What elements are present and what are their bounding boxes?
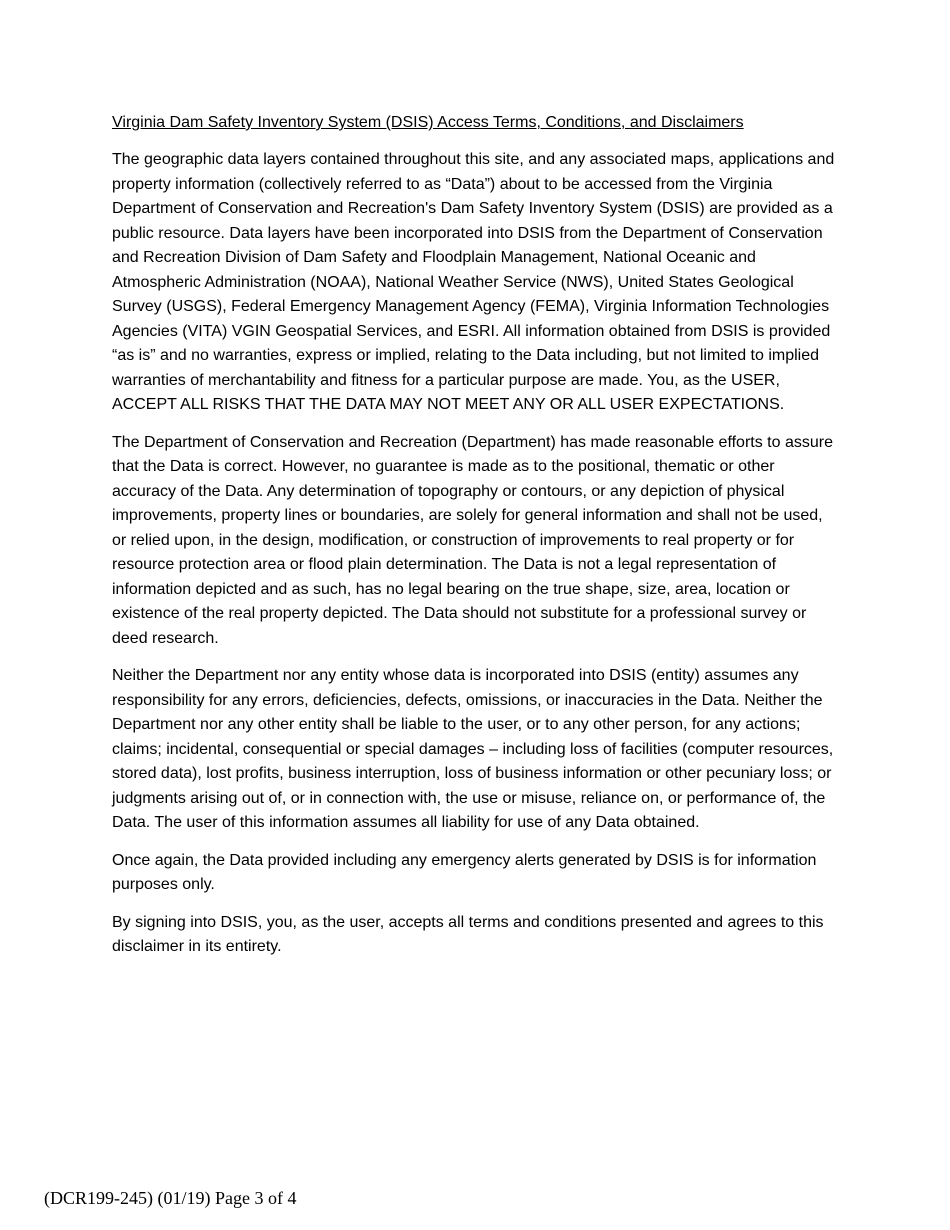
disclaimer-paragraph-accuracy: The Department of Conservation and Recreation (Department) has made reasonable efforts to assure that the Data is correct. However, no guarantee is made as to the positional, thematic or other accuracy of the Data. Any determination of topography or contours, or any depiction of physical improvements, property lines or boundaries, are solely for general information and shall not be used, or relied upon, in the design, modification, or construction of improvements to real property or for resource protection area or flood plain determination. The Data is not a legal representation of information depicted and as such, has no legal bearing on the true shape, size, area, location or existence of the real property depicted. The Data should not substitute for a professional survey or deed research.	[112, 433, 833, 647]
page-footer: (DCR199-245) (01/19) Page 3 of 4	[44, 1188, 297, 1208]
disclaimer-paragraph-acceptance: By signing into DSIS, you, as the user, accepts all terms and conditions presented and agrees to this disclaimer in its entirety.	[112, 913, 824, 955]
document-body	[112, 112, 840, 973]
disclaimer-paragraph-data-sources: The geographic data layers contained throughout this site, and any associated maps, applications and property information (collectively referred to as “Data”) about to be accessed from the Virginia Department of Conservation and Recreation's Dam Safety Inventory System (DSIS) are provided as a public resource. Data layers have been incorporated into DSIS from the Department of Conservation and Recreation Division of Dam Safety and Floodplain Management, National Oceanic and Atmospheric Administration (NOAA), National Weather Service (NWS), United States Geological Survey (USGS), Federal Emergency Management Agency (FEMA), Virginia Information Technologies Agencies (VITA) VGIN Geospatial Services, and ESRI. All information obtained from DSIS is provided “as is” and no warranties, express or implied, relating to the Data including, but not limited to implied warranties of merchantability and fitness for a particular purpose are made. You, as the USER, ACCEPT ALL RISKS THAT THE DATA MAY NOT MEET ANY OR ALL USER EXPECTATIONS.	[112, 151, 835, 413]
disclaimer-paragraph-information-purposes: Once again, the Data provided including any emergency alerts generated by DSIS is for information purposes only.	[112, 851, 817, 893]
disclaimer-paragraph-liability: Neither the Department nor any entity whose data is incorporated into DSIS (entity) assumes any responsibility for any errors, deficiencies, defects, omissions, or inaccuracies in the Data. Neither the Department nor any other entity shall be liable to the user, or to any other person, for any actions; claims; incidental, consequential or special damages – including loss of facilities (computer resources, stored data), lost profits, business interruption, loss of business information or other pecuniary loss; or judgments arising out of, or in connection with, the use or misuse, reliance on, or performance of, the Data. The user of this information assumes all liability for use of any Data obtained.	[112, 667, 834, 831]
document-title: Virginia Dam Safety Inventory System (DSIS) Access Terms, Conditions, and Disclaimers	[112, 114, 744, 131]
